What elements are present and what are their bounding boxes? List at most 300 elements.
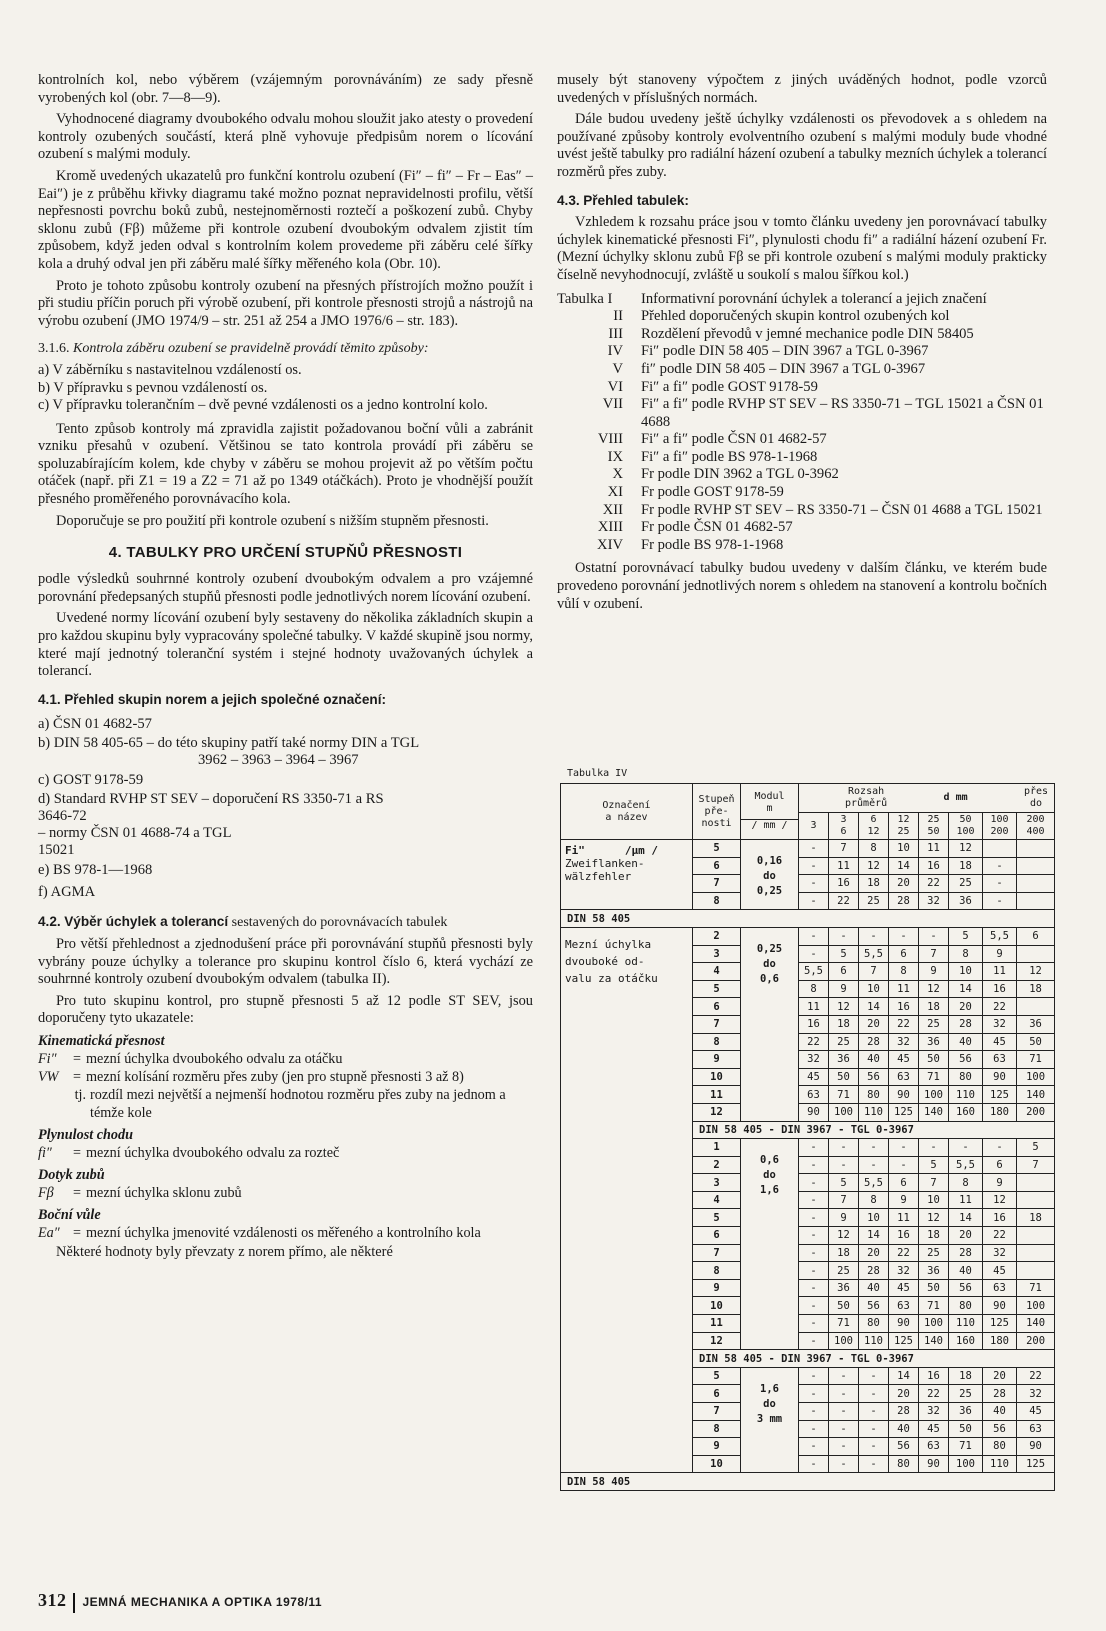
list-item: c) V přípravku tolerančním – dvě pevné vzdálenosti os a jedno kontrolní kolo. — [38, 397, 488, 414]
value-cell: 6 — [889, 945, 919, 963]
section-heading-4-1 — [38, 691, 533, 710]
header-text: průměrů — [845, 798, 888, 809]
value-cell: 8 — [799, 980, 829, 998]
value-cell: - — [799, 840, 829, 858]
grade-cell: 9 — [693, 1438, 741, 1456]
value-cell: 18 — [859, 875, 889, 893]
value-cell: 14 — [889, 1367, 919, 1385]
list-item: a) V záběrníku s nastavitelnou vzdáleností os. — [38, 361, 302, 378]
value-cell: 14 — [859, 1227, 889, 1245]
section-number: 4.2. — [38, 914, 61, 930]
table-number: Tabulka I — [557, 290, 613, 307]
value-cell: - — [889, 1156, 919, 1174]
list-item: b) DIN 58 405-65 – do této skupiny patří také normy DIN a TGL — [38, 735, 420, 752]
value-cell — [1017, 1227, 1055, 1245]
value-cell: 45 — [889, 1051, 919, 1069]
value-cell: - — [799, 1156, 829, 1174]
label-text: Zweiflanken- — [565, 857, 645, 870]
grade-cell: 1 — [693, 1139, 741, 1157]
value-cell: 36 — [949, 892, 983, 910]
module-text: 0,6 — [760, 972, 779, 985]
table-overview-list — [557, 291, 1047, 555]
value-cell: - — [829, 1420, 859, 1438]
value-cell: 125 — [889, 1103, 919, 1121]
value-cell: - — [799, 1455, 829, 1473]
grade-cell: 8 — [693, 892, 741, 910]
value-cell: 7 — [829, 1191, 859, 1209]
module-text: 1,6 — [760, 1184, 779, 1197]
value-cell: 20 — [949, 1227, 983, 1245]
list-item: a) ČSN 01 4682-57 — [38, 716, 152, 733]
value-cell: - — [799, 892, 829, 910]
value-cell: 8 — [949, 1174, 983, 1192]
value-cell: 16 — [919, 1367, 949, 1385]
value-cell: 22 — [889, 1244, 919, 1262]
value-cell — [1017, 1244, 1055, 1262]
table-description: Fi″ a fi″ podle RVHP ST SEV – RS 3350-71 – TGL 15021 a ČSN 01 4688 — [641, 396, 1044, 430]
column-header — [829, 813, 859, 840]
value-cell: - — [829, 1367, 859, 1385]
value-cell: 5,5 — [859, 945, 889, 963]
section-title: Přehled skupin norem a jejich společné označení: — [64, 691, 386, 707]
col-to: 12 — [867, 826, 880, 837]
chapter-heading: 4. TABULKY PRO URČENÍ STUPŇŮ PŘESNOSTI — [108, 544, 463, 562]
value-cell: - — [919, 927, 949, 945]
table-list-item — [557, 484, 1047, 502]
value-cell: 125 — [983, 1086, 1017, 1104]
value-cell: 18 — [919, 1227, 949, 1245]
value-cell: 10 — [889, 840, 919, 858]
value-cell: 180 — [983, 1103, 1017, 1121]
value-cell: 14 — [859, 998, 889, 1016]
value-cell: 100 — [1017, 1068, 1055, 1086]
value-cell: 12 — [1017, 963, 1055, 981]
value-cell: 12 — [859, 857, 889, 875]
value-cell: 32 — [919, 892, 949, 910]
value-cell: 5,5 — [949, 1156, 983, 1174]
grade-cell: 4 — [693, 1191, 741, 1209]
value-cell: - — [859, 927, 889, 945]
page-footer — [38, 1590, 322, 1613]
module-cell — [741, 840, 799, 910]
unit: /µm / — [624, 844, 658, 857]
col-from: 12 — [897, 814, 910, 825]
value-cell: 22 — [919, 1385, 949, 1403]
value-cell: 32 — [889, 1033, 919, 1051]
header-text: Označení — [602, 799, 651, 811]
paragraph: Doporučuje se pro použití při kontrole ozubení s nižším stupněm přesnosti. — [56, 512, 489, 529]
value-cell: - — [859, 1156, 889, 1174]
value-cell: 80 — [889, 1455, 919, 1473]
indicator-group-heading: Boční vůle — [38, 1206, 101, 1223]
symbol: Fi″ — [38, 1050, 57, 1067]
value-cell: - — [859, 1385, 889, 1403]
col-from: 6 — [870, 814, 877, 825]
value-cell: 40 — [949, 1262, 983, 1280]
grade-cell: 6 — [693, 1385, 741, 1403]
table-iv — [560, 783, 1054, 1491]
value-cell: 18 — [829, 1015, 859, 1033]
standard-row — [561, 910, 1055, 928]
definition: rozdíl mezi největší a nejmenší hodnotou rozměru přes zuby na jednom a témže kole — [90, 1086, 506, 1121]
grade-cell: 8 — [693, 1262, 741, 1280]
col-to: 3 — [810, 820, 817, 831]
table-description: Fr podle GOST 9178-59 — [641, 484, 784, 501]
value-cell: - — [799, 1139, 829, 1157]
column-header — [919, 813, 949, 840]
value-cell: 25 — [919, 1015, 949, 1033]
value-cell: 36 — [829, 1279, 859, 1297]
value-cell: 28 — [889, 892, 919, 910]
grade-cell: 6 — [693, 998, 741, 1016]
header-range — [799, 784, 1055, 813]
label-text: wälzfehler — [565, 870, 632, 883]
col-to: 100 — [956, 826, 975, 837]
value-cell: 28 — [983, 1385, 1017, 1403]
value-cell: 7 — [829, 840, 859, 858]
value-cell: 12 — [983, 1191, 1017, 1209]
value-cell: 100 — [1017, 1297, 1055, 1315]
table-description: Fi″ podle DIN 58 405 – DIN 3967 a TGL 0-3967 — [641, 343, 929, 360]
section-number: 3.1.6. — [38, 341, 70, 357]
value-cell: - — [799, 875, 829, 893]
value-cell: 40 — [859, 1051, 889, 1069]
header-text: Stupeň — [698, 793, 735, 805]
value-cell: - — [983, 892, 1017, 910]
table-number: VII — [602, 396, 623, 413]
value-cell: 100 — [829, 1103, 859, 1121]
standard-label: DIN 58 405 — [561, 910, 1055, 928]
value-cell: 22 — [1017, 1367, 1055, 1385]
grade-cell: 8 — [693, 1033, 741, 1051]
header-text: / mm / — [741, 819, 798, 832]
table-list-item — [557, 537, 1047, 555]
table-description: Informativní porovnání úchylek a tolerancí a jejich značení — [641, 290, 987, 307]
value-cell — [1017, 1174, 1055, 1192]
module-text: 1,6 — [760, 1382, 779, 1395]
table-list-item — [557, 519, 1047, 537]
value-cell: 71 — [829, 1086, 859, 1104]
value-cell: 160 — [949, 1332, 983, 1350]
value-cell: 71 — [919, 1297, 949, 1315]
col-to: 25 — [897, 826, 910, 837]
column-header — [859, 813, 889, 840]
header-text: pře- — [704, 805, 729, 817]
value-cell: 16 — [983, 980, 1017, 998]
indicator-group-heading: Plynulost chodu — [38, 1126, 133, 1143]
value-cell: 63 — [983, 1279, 1017, 1297]
value-cell: 40 — [983, 1403, 1017, 1421]
value-cell: 100 — [919, 1086, 949, 1104]
value-cell: - — [799, 945, 829, 963]
section-title: Kontrola záběru ozubení se pravidelně provádí těmito způsoby: — [73, 341, 429, 357]
value-cell: - — [983, 1139, 1017, 1157]
paragraph: kontrolních kol, nebo výběrem (vzájemným porovnáváním) ze sady přesně vyrobených kol (obr. 7—8—9). — [38, 72, 533, 106]
value-cell: - — [829, 1139, 859, 1157]
value-cell: 200 — [1017, 1103, 1055, 1121]
list-item: f) AGMA — [38, 884, 96, 901]
value-cell: 20 — [889, 875, 919, 893]
value-cell: 25 — [829, 1262, 859, 1280]
value-cell: 18 — [919, 998, 949, 1016]
value-cell: 16 — [799, 1015, 829, 1033]
value-cell: 10 — [859, 980, 889, 998]
table-list-item — [557, 502, 1047, 520]
value-cell: 18 — [1017, 1209, 1055, 1227]
value-cell: - — [799, 1438, 829, 1456]
table-description: Fi″ a fi″ podle BS 978-1-1968 — [641, 448, 818, 465]
value-cell: 20 — [983, 1367, 1017, 1385]
value-cell: 90 — [799, 1103, 829, 1121]
value-cell: 140 — [1017, 1315, 1055, 1333]
col-from: 200 — [1026, 814, 1045, 825]
value-cell: 100 — [919, 1315, 949, 1333]
value-cell: - — [859, 1403, 889, 1421]
value-cell: 56 — [889, 1438, 919, 1456]
value-cell: 11 — [919, 840, 949, 858]
header-text: m — [766, 803, 773, 814]
grade-cell: 5 — [693, 980, 741, 998]
value-cell: - — [829, 1438, 859, 1456]
grade-cell: 3 — [693, 945, 741, 963]
header-text: Modul — [754, 791, 785, 802]
value-cell: 6 — [829, 963, 859, 981]
grade-cell: 7 — [693, 1015, 741, 1033]
module-text: 0,6 — [760, 1154, 779, 1167]
module-text: do — [763, 1397, 776, 1410]
value-cell: 9 — [983, 945, 1017, 963]
header-grade — [693, 784, 741, 840]
value-cell: - — [983, 857, 1017, 875]
value-cell: 7 — [1017, 1156, 1055, 1174]
grade-cell: 6 — [693, 857, 741, 875]
value-cell: 36 — [919, 1033, 949, 1051]
value-cell: 140 — [1017, 1086, 1055, 1104]
value-cell: 9 — [829, 1209, 859, 1227]
list-item-cont: – normy ČSN 01 4688-74 a TGL — [38, 825, 232, 842]
value-cell: 14 — [949, 980, 983, 998]
value-cell: 80 — [859, 1315, 889, 1333]
value-cell: - — [799, 1332, 829, 1350]
value-cell: 14 — [949, 1209, 983, 1227]
value-cell: 11 — [889, 1209, 919, 1227]
value-cell: 8 — [859, 1191, 889, 1209]
grade-cell: 8 — [693, 1420, 741, 1438]
value-cell: 20 — [889, 1385, 919, 1403]
section-number: 4.3. — [557, 192, 580, 208]
section-title: Výběr úchylek a tolerancí — [64, 914, 229, 930]
table-list-item — [557, 326, 1047, 344]
table-number: IV — [607, 343, 623, 360]
value-cell: 110 — [949, 1315, 983, 1333]
module-cell — [741, 1139, 799, 1350]
col-to: 400 — [1026, 826, 1045, 837]
value-cell: 10 — [859, 1209, 889, 1227]
value-cell: 110 — [983, 1455, 1017, 1473]
value-cell: 71 — [949, 1438, 983, 1456]
value-cell: 22 — [983, 998, 1017, 1016]
value-cell: - — [859, 1438, 889, 1456]
value-cell: 36 — [829, 1051, 859, 1069]
module-text: 0,25 — [756, 942, 783, 955]
col-from: 50 — [959, 814, 972, 825]
value-cell: 7 — [919, 945, 949, 963]
value-cell: 12 — [829, 1227, 859, 1245]
value-cell: 28 — [949, 1244, 983, 1262]
value-cell: 32 — [983, 1015, 1017, 1033]
journal-name: JEMNÁ MECHANIKA A OPTIKA 1978/11 — [82, 1595, 323, 1609]
value-cell: 45 — [1017, 1403, 1055, 1421]
value-cell: 11 — [983, 963, 1017, 981]
value-cell: - — [859, 1139, 889, 1157]
value-cell: - — [949, 1139, 983, 1157]
value-cell: - — [919, 1139, 949, 1157]
value-cell: 71 — [1017, 1051, 1055, 1069]
value-cell: 45 — [799, 1068, 829, 1086]
value-cell: 80 — [949, 1068, 983, 1086]
value-cell: 12 — [829, 998, 859, 1016]
table-number: V — [612, 360, 623, 377]
value-cell: 25 — [829, 1033, 859, 1051]
value-cell: 50 — [829, 1068, 859, 1086]
table-list-item — [557, 466, 1047, 484]
value-cell — [1017, 892, 1055, 910]
column-header — [1017, 813, 1055, 840]
value-cell: - — [799, 927, 829, 945]
value-cell: 45 — [983, 1262, 1017, 1280]
table-number: VIII — [597, 431, 623, 448]
table-number: XII — [602, 501, 623, 518]
value-cell: 11 — [829, 857, 859, 875]
value-cell: - — [889, 1139, 919, 1157]
norm-groups-list — [38, 713, 533, 903]
value-cell: 22 — [889, 1015, 919, 1033]
value-cell: 8 — [949, 945, 983, 963]
value-cell: - — [889, 927, 919, 945]
value-cell: 50 — [919, 1051, 949, 1069]
value-cell: 140 — [919, 1332, 949, 1350]
header-text: d mm — [943, 792, 968, 803]
definition: mezní úchylka dvoubokého odvalu za otáčku — [86, 1050, 343, 1067]
grade-cell: 4 — [693, 963, 741, 981]
value-cell: 25 — [949, 1385, 983, 1403]
left-column — [38, 72, 533, 1266]
value-cell — [1017, 1262, 1055, 1280]
value-cell: - — [829, 1403, 859, 1421]
grade-cell: 7 — [693, 875, 741, 893]
table-list-item — [557, 291, 1047, 309]
grade-cell: 7 — [693, 1403, 741, 1421]
value-cell: 12 — [919, 1209, 949, 1227]
value-cell: 40 — [949, 1033, 983, 1051]
value-cell: - — [859, 1420, 889, 1438]
grade-cell: 5 — [693, 1367, 741, 1385]
value-cell: 16 — [889, 998, 919, 1016]
value-cell: 9 — [919, 963, 949, 981]
value-cell: 20 — [859, 1244, 889, 1262]
value-cell: 160 — [949, 1103, 983, 1121]
value-cell: 32 — [919, 1403, 949, 1421]
grade-cell: 2 — [693, 927, 741, 945]
value-cell: - — [799, 1297, 829, 1315]
header-text: přes — [1024, 786, 1049, 797]
value-cell: 22 — [919, 875, 949, 893]
module-cell — [741, 927, 799, 1121]
value-cell: 25 — [949, 875, 983, 893]
value-cell: 9 — [983, 1174, 1017, 1192]
value-cell: 5 — [829, 1174, 859, 1192]
value-cell: 32 — [889, 1262, 919, 1280]
value-cell: 11 — [799, 998, 829, 1016]
value-cell: 5 — [919, 1156, 949, 1174]
value-cell: 22 — [983, 1227, 1017, 1245]
value-cell: 63 — [799, 1086, 829, 1104]
quantity-label — [561, 840, 693, 910]
header-module — [741, 784, 799, 840]
value-cell: 71 — [919, 1068, 949, 1086]
module-text: 0,25 — [756, 885, 783, 897]
table-number: III — [608, 325, 623, 342]
value-cell: - — [799, 1174, 829, 1192]
value-cell: 90 — [1017, 1438, 1055, 1456]
table-row — [561, 840, 1055, 858]
value-cell: 36 — [1017, 1015, 1055, 1033]
value-cell: 50 — [829, 1297, 859, 1315]
value-cell: - — [859, 1455, 889, 1473]
value-cell: 80 — [859, 1086, 889, 1104]
value-cell: 63 — [983, 1051, 1017, 1069]
value-cell: 90 — [919, 1455, 949, 1473]
value-cell: 7 — [919, 1174, 949, 1192]
indicator-row: Fβ = mezní úchylka sklonu zubů — [38, 1184, 533, 1202]
value-cell: 28 — [889, 1403, 919, 1421]
method-list — [38, 362, 533, 415]
table-list-item — [557, 343, 1047, 361]
table-list-item — [557, 449, 1047, 467]
value-cell: - — [799, 1315, 829, 1333]
value-cell: 50 — [949, 1420, 983, 1438]
value-cell: 63 — [919, 1438, 949, 1456]
paragraph: Vyhodnocené diagramy dvoubokého odvalu mohou sloužit jako atesty o provedení kontroly ozubených součástí, která plně vyhovuje předpisům norem o lícování ozubení s malými moduly. — [38, 111, 533, 163]
value-cell: 90 — [889, 1086, 919, 1104]
module-text: do — [763, 957, 776, 970]
table-number: IX — [607, 448, 623, 465]
module-cell — [741, 1367, 799, 1473]
grade-cell: 6 — [693, 1227, 741, 1245]
value-cell: 45 — [983, 1033, 1017, 1051]
value-cell: 45 — [889, 1279, 919, 1297]
table-description: Fr podle RVHP ST SEV – RS 3350-71 – ČSN 01 4688 a TGL 15021 — [641, 501, 1043, 518]
standard-row — [561, 1473, 1055, 1491]
paragraph: Pro větší přehlednost a zjednodušení práce při porovnávání stupňů přesnosti byly vybrány pouze úchylky a tolerance pro skupinu kontrol číslo 6, která vychází ze souhrnné kontroly ozubení dvoubokým odvalem (tabulka II). — [38, 936, 533, 988]
value-cell: 25 — [859, 892, 889, 910]
column-header — [799, 813, 829, 840]
grade-cell: 7 — [693, 1244, 741, 1262]
value-cell: 5,5 — [859, 1174, 889, 1192]
value-cell — [1017, 1191, 1055, 1209]
value-cell: 28 — [949, 1015, 983, 1033]
value-cell: 11 — [949, 1191, 983, 1209]
value-cell: - — [829, 1156, 859, 1174]
value-cell: 56 — [949, 1051, 983, 1069]
grade-cell: 11 — [693, 1086, 741, 1104]
value-cell: 11 — [889, 980, 919, 998]
value-cell: 16 — [829, 875, 859, 893]
value-cell: 71 — [1017, 1279, 1055, 1297]
value-cell: 140 — [919, 1103, 949, 1121]
value-cell: 90 — [983, 1297, 1017, 1315]
list-item: e) BS 978-1—1968 — [38, 862, 153, 879]
